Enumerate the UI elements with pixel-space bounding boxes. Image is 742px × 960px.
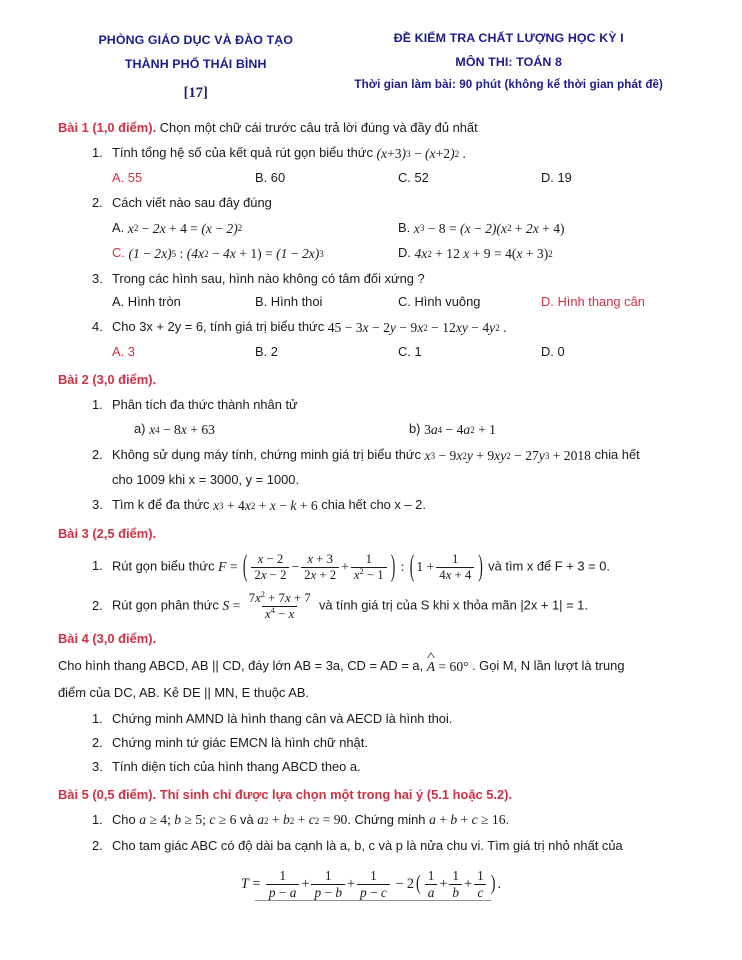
bai1-q4-number: 4.	[92, 319, 103, 335]
option-value: 55	[127, 170, 143, 186]
bai5-question-1	[92, 809, 684, 832]
section-bai-4	[58, 629, 684, 778]
bai2-question-2	[92, 444, 684, 467]
bai1-q1-text: Tính tổng hệ số của kết quả rút gọn biểu thức	[112, 145, 373, 161]
exam-subject: MÔN THI: TOÁN 8	[455, 55, 562, 70]
bai2-q2-line2: cho 1009 khi x = 3000, y = 1000.	[112, 472, 300, 488]
bai4-item3-text: Tính diện tích của hình thang ABCD theo a.	[112, 759, 361, 775]
bai1-q2-options-row2	[112, 242, 684, 265]
option-value: 52	[414, 170, 429, 186]
bai1-q3-option-d[interactable]	[541, 292, 684, 313]
option-label: B.	[255, 170, 268, 186]
option-label: D.	[541, 294, 554, 310]
bai5-q1-text-end: .	[505, 811, 510, 827]
bai-1-title: Bài 1 (1,0 điểm).	[58, 120, 157, 136]
bai1-q2-option-d[interactable]	[398, 242, 684, 265]
option-label: A.	[112, 294, 125, 310]
bai2-q1-sub-a	[134, 418, 409, 441]
bai1-question-4	[92, 316, 684, 339]
bai5-q2-formula-container	[58, 868, 684, 900]
section-bai-3	[58, 524, 684, 622]
bai1-q1-option-c[interactable]	[398, 168, 541, 189]
bai1-q3-number: 3.	[92, 271, 103, 286]
option-value: 2	[270, 344, 278, 360]
option-value: 19	[557, 170, 572, 186]
bai3-q2-text-before: Rút gọn phân thức	[112, 597, 219, 613]
bai2-q2-text-after: chia hết	[594, 446, 640, 462]
exam-title: ĐỀ KIỂM TRA CHẤT LƯỢNG HỌC KỲ I	[393, 31, 624, 45]
bai1-q2-option-b[interactable]	[398, 217, 684, 240]
bai1-q2-options-row1	[112, 217, 684, 240]
bai3-q2-number: 2.	[92, 597, 103, 613]
bai2-q2-body	[112, 444, 684, 467]
bai4-item-1	[92, 708, 684, 729]
bai1-q4-body	[112, 316, 684, 339]
option-label: A.	[112, 344, 125, 360]
option-label: A.	[112, 170, 125, 186]
bai-1-instruction: Chọn một chữ cái trước câu trả lời đúng và đầy đủ nhất	[156, 120, 478, 136]
option-value: 1	[414, 344, 422, 360]
option-label: B.	[398, 219, 411, 235]
option-value: 3	[127, 344, 135, 360]
option-label: D.	[541, 344, 554, 360]
bai3-question-2	[92, 591, 684, 621]
bai1-q1-expression: ( x +3 ) 3 − ( x +2 ) 2 .	[376, 145, 466, 161]
option-label: B.	[255, 344, 268, 360]
bai-3-heading: Bài 3 (2,5 điểm).	[58, 526, 157, 542]
bai2-q2-expression: x 3 − 9 x 2 y + 9 xy 2 − 27 y 3 + 2018	[424, 447, 591, 463]
bai2-q3-number: 3.	[92, 497, 103, 513]
bai1-q1-body	[112, 142, 684, 165]
bai1-q4-option-c[interactable]	[398, 342, 541, 363]
bai3-q1-text-after: và tìm x để F + 3 = 0.	[488, 558, 610, 574]
bai3-q1-body	[112, 548, 684, 583]
option-expression: x 3 − 8 = (x − 2)(x 2 + 2x + 4)	[413, 220, 565, 236]
bai1-q4-expression: 45 − 3 x − 2 y − 9 x 2 − 12 xy − 4 y 2 .	[327, 319, 507, 335]
option-label: B.	[255, 294, 268, 310]
option-expression: (1 − 2x) 5 : (4x 2 − 4x + 1) = (1 − 2x) 3	[128, 246, 324, 262]
bai-1-heading	[58, 118, 684, 139]
header-right-block	[333, 26, 684, 97]
bai-2-heading: Bài 2 (3,0 điểm).	[58, 371, 157, 387]
bai-5-instruction: Thí sinh chỉ được lựa chọn một trong hai ý (5.1 hoặc 5.2).	[156, 786, 513, 802]
bai2-q1-number: 1.	[92, 396, 103, 412]
bai5-q1-condition-3: a + b + c ≥ 16	[429, 812, 506, 828]
bai-5-title: Bài 5 (0,5 điểm).	[58, 786, 157, 802]
bai2-q1-subitems	[134, 418, 684, 441]
header-left-block	[58, 26, 333, 102]
option-label: A.	[112, 219, 125, 235]
bai2-q3-text-after: chia hết cho x – 2.	[321, 497, 426, 513]
option-expression: 4x 2 + 12 x + 9 = 4( x + 3) 2	[414, 246, 553, 262]
bai1-q2-text: Cách viết nào sau đây đúng	[112, 195, 272, 211]
exam-header	[58, 26, 684, 102]
bai1-q3-option-b[interactable]	[255, 292, 398, 313]
department-name-line2: THÀNH PHỐ THÁI BÌNH	[124, 57, 267, 72]
bai3-q1-formula: F = ( $\frac{x - 2}{2x - 2}$ − $\frac{x + 3}{2x + 2}$ + $\frac{1}{x^2 - 1}$ ) : ( 1 + $\frac{1}{4x + 4}$ )	[218, 548, 483, 583]
bai1-q1-option-a[interactable]	[112, 168, 255, 189]
bai5-q2-number: 2.	[92, 837, 103, 853]
bai4-item1-text: Chứng minh AMND là hình thang cân và AECD là hình thoi.	[112, 710, 453, 726]
sub-label: b)	[409, 421, 421, 437]
option-label: D.	[398, 245, 411, 261]
bai5-q1-body	[112, 809, 684, 832]
bai1-q3-option-a[interactable]	[112, 292, 255, 313]
bai4-item-2	[92, 732, 684, 753]
bai2-question-1	[92, 394, 684, 415]
option-value: Hình thang cân	[557, 294, 645, 310]
bai3-q1-text-before: Rút gọn biểu thức	[112, 558, 215, 574]
bai1-q3-option-c[interactable]	[398, 292, 541, 313]
option-value: 0	[557, 344, 565, 360]
bai5-question-2	[92, 835, 684, 856]
bai4-item2-text: Chứng minh tứ giác EMCN là hình chữ nhật.	[112, 734, 368, 750]
option-value: Hình vuông	[414, 294, 481, 310]
option-label: C.	[398, 294, 411, 310]
bai1-q1-option-d[interactable]	[541, 168, 684, 189]
sub-label: a)	[134, 421, 146, 437]
bai4-intro-part2: . Gọi M, N lần lượt là trung	[472, 657, 625, 673]
bai1-q4-option-d[interactable]	[541, 342, 684, 363]
bai-4-heading: Bài 4 (3,0 điểm).	[58, 630, 157, 646]
bai1-q4-options	[112, 342, 684, 363]
bai-5-heading	[58, 785, 684, 806]
sub-expression: x 4 − 8 x + 63	[149, 422, 215, 438]
bai2-q2-number: 2.	[92, 446, 103, 462]
section-bai-2	[58, 370, 684, 517]
option-label: D.	[541, 170, 554, 186]
footer-divider	[255, 900, 491, 901]
bai1-q1-option-b[interactable]	[255, 168, 398, 189]
bai1-q1-options	[112, 168, 684, 189]
bai1-q2-option-c[interactable]	[112, 242, 398, 265]
bai1-q3-options	[112, 292, 684, 313]
department-name-line1: PHÒNG GIÁO DỤC VÀ ĐÀO TẠO	[98, 33, 293, 47]
bai2-q1-text: Phân tích đa thức thành nhân tử	[112, 396, 298, 412]
option-label: C.	[398, 170, 411, 186]
bai1-q4-text: Cho 3x + 2y = 6, tính giá trị biểu thức	[112, 319, 325, 335]
option-value: Hình tròn	[127, 294, 181, 310]
option-label: C.	[112, 245, 125, 261]
option-label: C.	[398, 344, 411, 360]
option-expression: x 2 − 2x + 4 = (x − 2) 2	[127, 220, 243, 236]
exam-code: [17]	[183, 85, 208, 102]
bai5-q1-text-before: Cho	[112, 811, 136, 827]
bai3-question-1	[92, 548, 684, 583]
bai5-q1-condition-1: a ≥ 4; b ≥ 5; c ≥ 6	[139, 812, 237, 828]
bai4-item3-number: 3.	[92, 759, 103, 775]
bai4-item-3	[92, 756, 684, 777]
option-value: 60	[270, 170, 286, 186]
bai4-item1-number: 1.	[92, 710, 103, 726]
bai4-item2-number: 2.	[92, 734, 103, 750]
bai1-q4-option-b[interactable]	[255, 342, 398, 363]
bai3-q2-text-after: và tính giá trị của S khi x thỏa mãn |2x + 1| = 1.	[318, 597, 588, 613]
sub-expression: 3 a 4 − 4 a 2 + 1	[424, 422, 496, 438]
bai1-q2-number: 2.	[92, 195, 103, 211]
bai5-q1-text-mid2: . Chứng minh	[347, 811, 426, 827]
bai5-q1-text-mid: và	[240, 811, 254, 827]
bai5-q2-text: Cho tam giác ABC có độ dài ba cạnh là a, b, c và p là nửa chu vi. Tìm giá trị nhỏ nhất của	[112, 837, 623, 853]
bai1-question-1	[92, 142, 684, 165]
bai1-question-3	[92, 268, 684, 289]
exam-duration: Thời gian làm bài: 90 phút (không kể thời gian phát đề)	[354, 78, 664, 92]
bai2-q3-expression: x 3 + 4 x 2 + x − k + 6	[213, 497, 318, 513]
section-bai-5	[58, 785, 684, 900]
bai1-q2-option-a[interactable]	[112, 217, 398, 240]
section-bai-1	[58, 118, 684, 362]
bai5-q1-number: 1.	[92, 811, 103, 827]
bai1-question-2	[92, 192, 684, 213]
bai2-q2-text-before: Không sử dụng máy tính, chứng minh giá trị biểu thức	[112, 446, 421, 462]
bai5-q2-formula: T = $\frac{1}{p - a}$ + $\frac{1}{p - b}$ + $\frac{1}{p - c}$ − 2 ( $\frac{1}{a}$ + $\frac{1}{b}$ + $\frac{1}{c}$ ) .	[240, 868, 502, 900]
bai3-q1-number: 1.	[92, 558, 103, 574]
bai2-q1-sub-b	[409, 418, 684, 441]
bai1-q1-number: 1.	[92, 145, 103, 161]
bai4-intro-line2: điểm của DC, AB. Kẻ DE || MN, E thuộc AB.	[58, 685, 310, 701]
bai3-q2-formula: S = $\frac{7x^2 + 7x + 7}{x^4 - x}$	[222, 589, 311, 622]
bai1-q3-text: Trong các hình sau, hình nào không có tâm đối xứng ?	[112, 271, 425, 286]
bai4-intro-line1	[58, 654, 684, 679]
bai1-q4-option-a[interactable]	[112, 342, 255, 363]
bai2-q3-text-before: Tìm k để đa thức	[112, 497, 210, 513]
bai2-question-3	[92, 494, 684, 517]
option-value: Hình thoi	[270, 294, 323, 310]
bai5-q1-condition-2: a 2 + b 2 + c 2 = 90	[257, 812, 348, 828]
bai4-intro-part1: Cho hình thang ABCD, AB || CD, đáy lớn AB = 3a, CD = AD = a,	[58, 657, 424, 673]
bai2-q3-body	[112, 494, 684, 517]
bai4-angle-expression: ^ A = 60°	[427, 658, 472, 673]
bai3-q2-body	[112, 591, 684, 621]
